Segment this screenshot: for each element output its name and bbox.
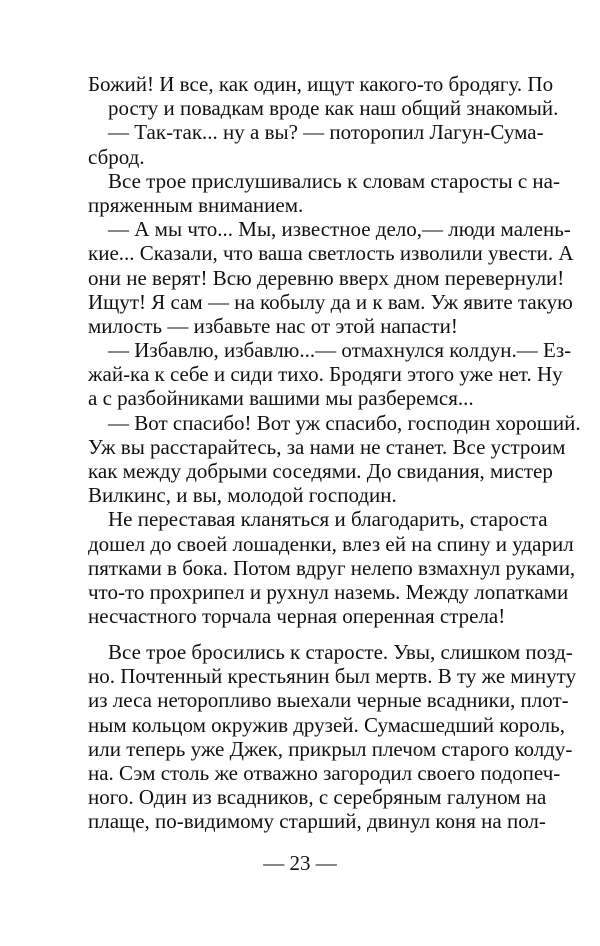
- text-line: как между добрыми соседями. До свидания, мистер: [88, 459, 553, 483]
- text-block-lower: [88, 640, 577, 834]
- text-line: Все трое бросились к старосте. Увы, слишком позд-: [108, 640, 573, 664]
- text-line: что-то прохрипел и рухнул наземь. Между лопатками: [88, 579, 569, 604]
- text-line: несчастного торчала черная оперенная стрела!: [88, 604, 506, 629]
- text-line: Все трое прислушивались к словам старосты с на-: [108, 168, 560, 193]
- text-line: Уж вы расстарайтесь, за нами не станет. Все устроим: [88, 434, 566, 459]
- text-line: Не переставая кланяться и благодарить, староста: [108, 507, 548, 532]
- text-line: плаще, по-видимому старший, двинул коня на пол-: [88, 809, 546, 834]
- text-line: ного. Один из всадников, с серебряным галуном на: [88, 785, 547, 810]
- text-line: Вилкинс, и вы, молодой господин.: [88, 483, 397, 508]
- text-line: сброд.: [88, 144, 145, 169]
- text-line: из леса неторопливо выехали черные всадники, плот-: [88, 688, 569, 713]
- text-line: ным кольцом окружив друзей. Сумасшедший король,: [88, 712, 565, 737]
- text-line: Божий! И все, как один, ищут какого-то бродягу. По: [88, 72, 554, 96]
- text-line: но. Почтенный крестьянин был мертв. В ту же минуту: [88, 664, 577, 689]
- text-line: на. Сэм столь же отважно загородил своего подопеч-: [88, 760, 561, 785]
- text-line: пятками в бока. Потом вдруг нелепо взмахнул руками,: [88, 555, 576, 580]
- text-line: росту и повадкам вроде как наш общий знакомый.: [108, 96, 559, 121]
- text-line: или теперь уже Джек, прикрыл плечом старого колду-: [88, 736, 573, 761]
- text-line: а с разбойниками вашими мы разберемся...: [88, 386, 474, 411]
- text-line: — Вот спасибо! Вот уж спасибо, господин хороший.: [108, 410, 581, 435]
- text-line: милость — избавьте нас от этой напасти!: [88, 313, 458, 338]
- text-line: пряженным вниманием.: [88, 192, 304, 217]
- text-line: жай-ка к себе и сиди тихо. Бродяги этого уже нет. Ну: [88, 362, 563, 387]
- text-line: — А мы что... Мы, известное дело,— люди малень-: [108, 217, 571, 242]
- text-line: кие... Сказали, что ваша светлость изволили увести. А: [88, 241, 574, 266]
- text-block-upper: [88, 72, 581, 629]
- text-line: Ищут! Я сам — на кобылу да и к вам. Уж явите такую: [88, 289, 573, 314]
- page-number: — 23 —: [263, 851, 337, 875]
- text-line: дошел до своей лошаденки, влез ей на спину и ударил: [88, 531, 574, 556]
- text-line: они не верят! Всю деревню вверх дном перевернули!: [88, 265, 565, 290]
- text-line: — Так-так... ну а вы? — поторопил Лагун-Сума-: [108, 120, 544, 145]
- text-line: — Избавлю, избавлю...— отмахнулся колдун.— Ез-: [108, 338, 572, 363]
